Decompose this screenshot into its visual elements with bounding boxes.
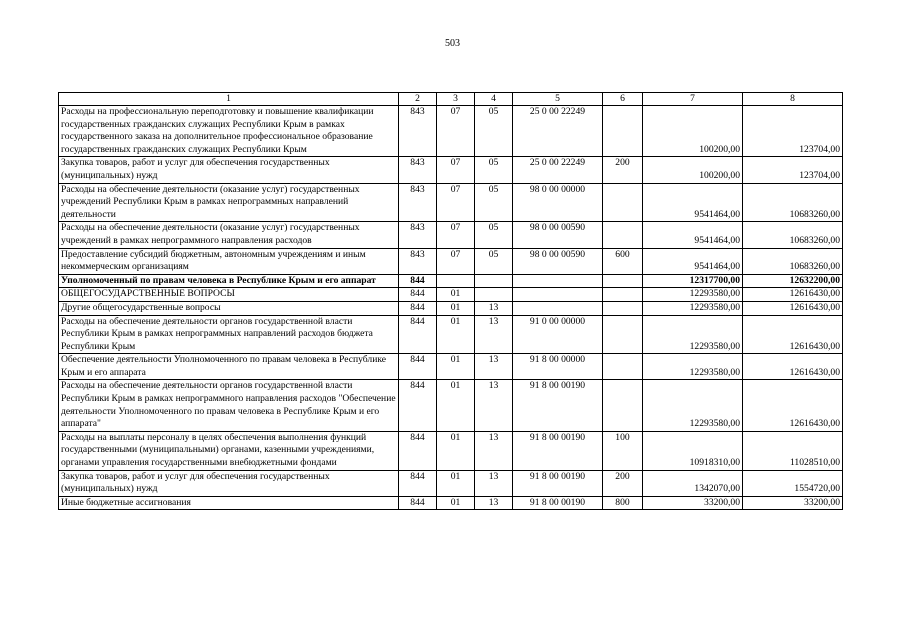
subsection-code-cell: 13 — [475, 315, 513, 354]
grbs-code-cell: 843 — [399, 183, 437, 222]
target-article-cell: 25 0 00 22249 — [513, 106, 603, 157]
target-article-cell — [513, 301, 603, 315]
amount-year1-cell: 12293580,00 — [643, 315, 743, 354]
row-name-cell: Расходы на обеспечение деятельности (оказание услуг) государственных учреждений Республики Крым в рамках непрограммных направлений деятельности — [59, 183, 399, 222]
expense-type-cell — [603, 315, 643, 354]
target-article-cell: 91 8 00 00190 — [513, 470, 603, 496]
amount-year2-cell: 12616430,00 — [743, 301, 843, 315]
row-name-cell: Уполномоченный по правам человека в Республике Крым и его аппарат — [59, 274, 399, 288]
expense-type-cell: 600 — [603, 248, 643, 274]
expense-type-cell — [603, 274, 643, 288]
target-article-cell: 98 0 00 00590 — [513, 248, 603, 274]
amount-year1-cell: 1342070,00 — [643, 470, 743, 496]
subsection-code-cell: 05 — [475, 183, 513, 222]
amount-year2-cell: 10683260,00 — [743, 248, 843, 274]
header-cell: 2 — [399, 93, 437, 106]
row-name-cell: Расходы на обеспечение деятельности органов государственной власти Республики Крым в рамках непрограммных направлений расходов бюджета Республики Крым — [59, 315, 399, 354]
subsection-code-cell: 13 — [475, 380, 513, 431]
target-article-cell — [513, 288, 603, 302]
row-name-cell: ОБЩЕГОСУДАРСТВЕННЫЕ ВОПРОСЫ — [59, 288, 399, 302]
grbs-code-cell: 844 — [399, 354, 437, 380]
subsection-code-cell: 05 — [475, 106, 513, 157]
header-cell: 1 — [59, 93, 399, 106]
expense-type-cell — [603, 106, 643, 157]
expense-type-cell — [603, 354, 643, 380]
subsection-code-cell: 13 — [475, 431, 513, 470]
amount-year2-cell: 1554720,00 — [743, 470, 843, 496]
row-name-cell: Расходы на обеспечение деятельности (оказание услуг) государственных учреждений в рамках непрограммного направления расходов — [59, 222, 399, 248]
amount-year1-cell: 9541464,00 — [643, 248, 743, 274]
amount-year1-cell: 9541464,00 — [643, 183, 743, 222]
section-code-cell: 07 — [437, 106, 475, 157]
grbs-code-cell: 844 — [399, 301, 437, 315]
amount-year1-cell: 100200,00 — [643, 106, 743, 157]
row-name-cell: Расходы на выплаты персоналу в целях обеспечения выполнения функций государственными (муниципальными) органами, казенными учреждениями, органами управления государственными внебюджетными фондами — [59, 431, 399, 470]
grbs-code-cell: 844 — [399, 470, 437, 496]
amount-year1-cell: 12317700,00 — [643, 274, 743, 288]
grbs-code-cell: 843 — [399, 248, 437, 274]
amount-year1-cell: 9541464,00 — [643, 222, 743, 248]
expense-type-cell — [603, 222, 643, 248]
grbs-code-cell: 844 — [399, 431, 437, 470]
amount-year2-cell: 123704,00 — [743, 106, 843, 157]
page-number: 503 — [445, 38, 460, 49]
expense-type-cell: 100 — [603, 431, 643, 470]
header-cell: 4 — [475, 93, 513, 106]
amount-year2-cell: 11028510,00 — [743, 431, 843, 470]
row-name-cell: Иные бюджетные ассигнования — [59, 496, 399, 510]
row-name-cell: Другие общегосударственные вопросы — [59, 301, 399, 315]
section-code-cell: 07 — [437, 157, 475, 183]
section-code-cell: 01 — [437, 470, 475, 496]
target-article-cell: 91 0 00 00000 — [513, 315, 603, 354]
header-cell: 5 — [513, 93, 603, 106]
expense-type-cell: 800 — [603, 496, 643, 510]
grbs-code-cell: 844 — [399, 496, 437, 510]
amount-year1-cell: 33200,00 — [643, 496, 743, 510]
expense-type-cell: 200 — [603, 157, 643, 183]
row-name-cell: Закупка товаров, работ и услуг для обеспечения государственных (муниципальных) нужд — [59, 470, 399, 496]
table-row — [59, 288, 843, 302]
table-row — [59, 354, 843, 380]
section-code-cell: 01 — [437, 354, 475, 380]
expense-type-cell — [603, 183, 643, 222]
table-row — [59, 274, 843, 288]
section-code-cell: 01 — [437, 496, 475, 510]
grbs-code-cell: 843 — [399, 106, 437, 157]
amount-year2-cell: 12616430,00 — [743, 288, 843, 302]
subsection-code-cell: 13 — [475, 470, 513, 496]
amount-year2-cell: 12616430,00 — [743, 315, 843, 354]
table-row — [59, 183, 843, 222]
amount-year2-cell: 12616430,00 — [743, 354, 843, 380]
expense-type-cell — [603, 380, 643, 431]
table-row — [59, 496, 843, 510]
section-code-cell: 07 — [437, 248, 475, 274]
section-code-cell: 01 — [437, 315, 475, 354]
section-code-cell: 01 — [437, 288, 475, 302]
section-code-cell: 01 — [437, 301, 475, 315]
target-article-cell: 98 0 00 00000 — [513, 183, 603, 222]
expense-type-cell — [603, 288, 643, 302]
amount-year1-cell: 100200,00 — [643, 157, 743, 183]
target-article-cell — [513, 274, 603, 288]
table-row — [59, 222, 843, 248]
section-code-cell: 01 — [437, 380, 475, 431]
row-name-cell: Обеспечение деятельности Уполномоченного по правам человека в Республике Крым и его аппарата — [59, 354, 399, 380]
table-row — [59, 248, 843, 274]
amount-year2-cell: 33200,00 — [743, 496, 843, 510]
grbs-code-cell: 844 — [399, 274, 437, 288]
target-article-cell: 98 0 00 00590 — [513, 222, 603, 248]
grbs-code-cell: 844 — [399, 380, 437, 431]
grbs-code-cell: 844 — [399, 315, 437, 354]
section-code-cell — [437, 274, 475, 288]
header-cell: 6 — [603, 93, 643, 106]
amount-year1-cell: 10918310,00 — [643, 431, 743, 470]
header-cell: 7 — [643, 93, 743, 106]
target-article-cell: 25 0 00 22249 — [513, 157, 603, 183]
amount-year2-cell: 123704,00 — [743, 157, 843, 183]
amount-year1-cell: 12293580,00 — [643, 301, 743, 315]
amount-year2-cell: 12632200,00 — [743, 274, 843, 288]
row-name-cell: Предоставление субсидий бюджетным, автономным учреждениям и иным некоммерческим организациям — [59, 248, 399, 274]
header-cell: 3 — [437, 93, 475, 106]
row-name-cell: Закупка товаров, работ и услуг для обеспечения государственных (муниципальных) нужд — [59, 157, 399, 183]
table-row — [59, 301, 843, 315]
amount-year1-cell: 12293580,00 — [643, 354, 743, 380]
table-row — [59, 431, 843, 470]
amount-year1-cell: 12293580,00 — [643, 288, 743, 302]
row-name-cell: Расходы на профессиональную переподготовку и повышение квалификации государственных гражданских служащих Республики Крым в рамках государственного заказа на дополнительное профессиональное образование государственных гражданских служащих Республики Крым — [59, 106, 399, 157]
section-code-cell: 01 — [437, 431, 475, 470]
table-row — [59, 380, 843, 431]
table-row — [59, 470, 843, 496]
header-row — [59, 93, 843, 106]
grbs-code-cell: 844 — [399, 288, 437, 302]
subsection-code-cell: 05 — [475, 157, 513, 183]
section-code-cell: 07 — [437, 183, 475, 222]
budget-table — [58, 92, 843, 510]
amount-year2-cell: 10683260,00 — [743, 222, 843, 248]
target-article-cell: 91 8 00 00190 — [513, 380, 603, 431]
header-cell: 8 — [743, 93, 843, 106]
target-article-cell: 91 8 00 00000 — [513, 354, 603, 380]
subsection-code-cell — [475, 274, 513, 288]
amount-year2-cell: 10683260,00 — [743, 183, 843, 222]
row-name-cell: Расходы на обеспечение деятельности органов государственной власти Республики Крым в рамках непрограммного направления расходов "Обеспечение деятельности Уполномоченного по правам человека в Республике Крым и его аппарата" — [59, 380, 399, 431]
grbs-code-cell: 843 — [399, 222, 437, 248]
amount-year1-cell: 12293580,00 — [643, 380, 743, 431]
subsection-code-cell — [475, 288, 513, 302]
subsection-code-cell: 13 — [475, 301, 513, 315]
subsection-code-cell: 05 — [475, 222, 513, 248]
table-row — [59, 157, 843, 183]
subsection-code-cell: 05 — [475, 248, 513, 274]
grbs-code-cell: 843 — [399, 157, 437, 183]
subsection-code-cell: 13 — [475, 496, 513, 510]
amount-year2-cell: 12616430,00 — [743, 380, 843, 431]
target-article-cell: 91 8 00 00190 — [513, 496, 603, 510]
table-row — [59, 106, 843, 157]
expense-type-cell: 200 — [603, 470, 643, 496]
expense-type-cell — [603, 301, 643, 315]
table-row — [59, 315, 843, 354]
section-code-cell: 07 — [437, 222, 475, 248]
target-article-cell: 91 8 00 00190 — [513, 431, 603, 470]
subsection-code-cell: 13 — [475, 354, 513, 380]
